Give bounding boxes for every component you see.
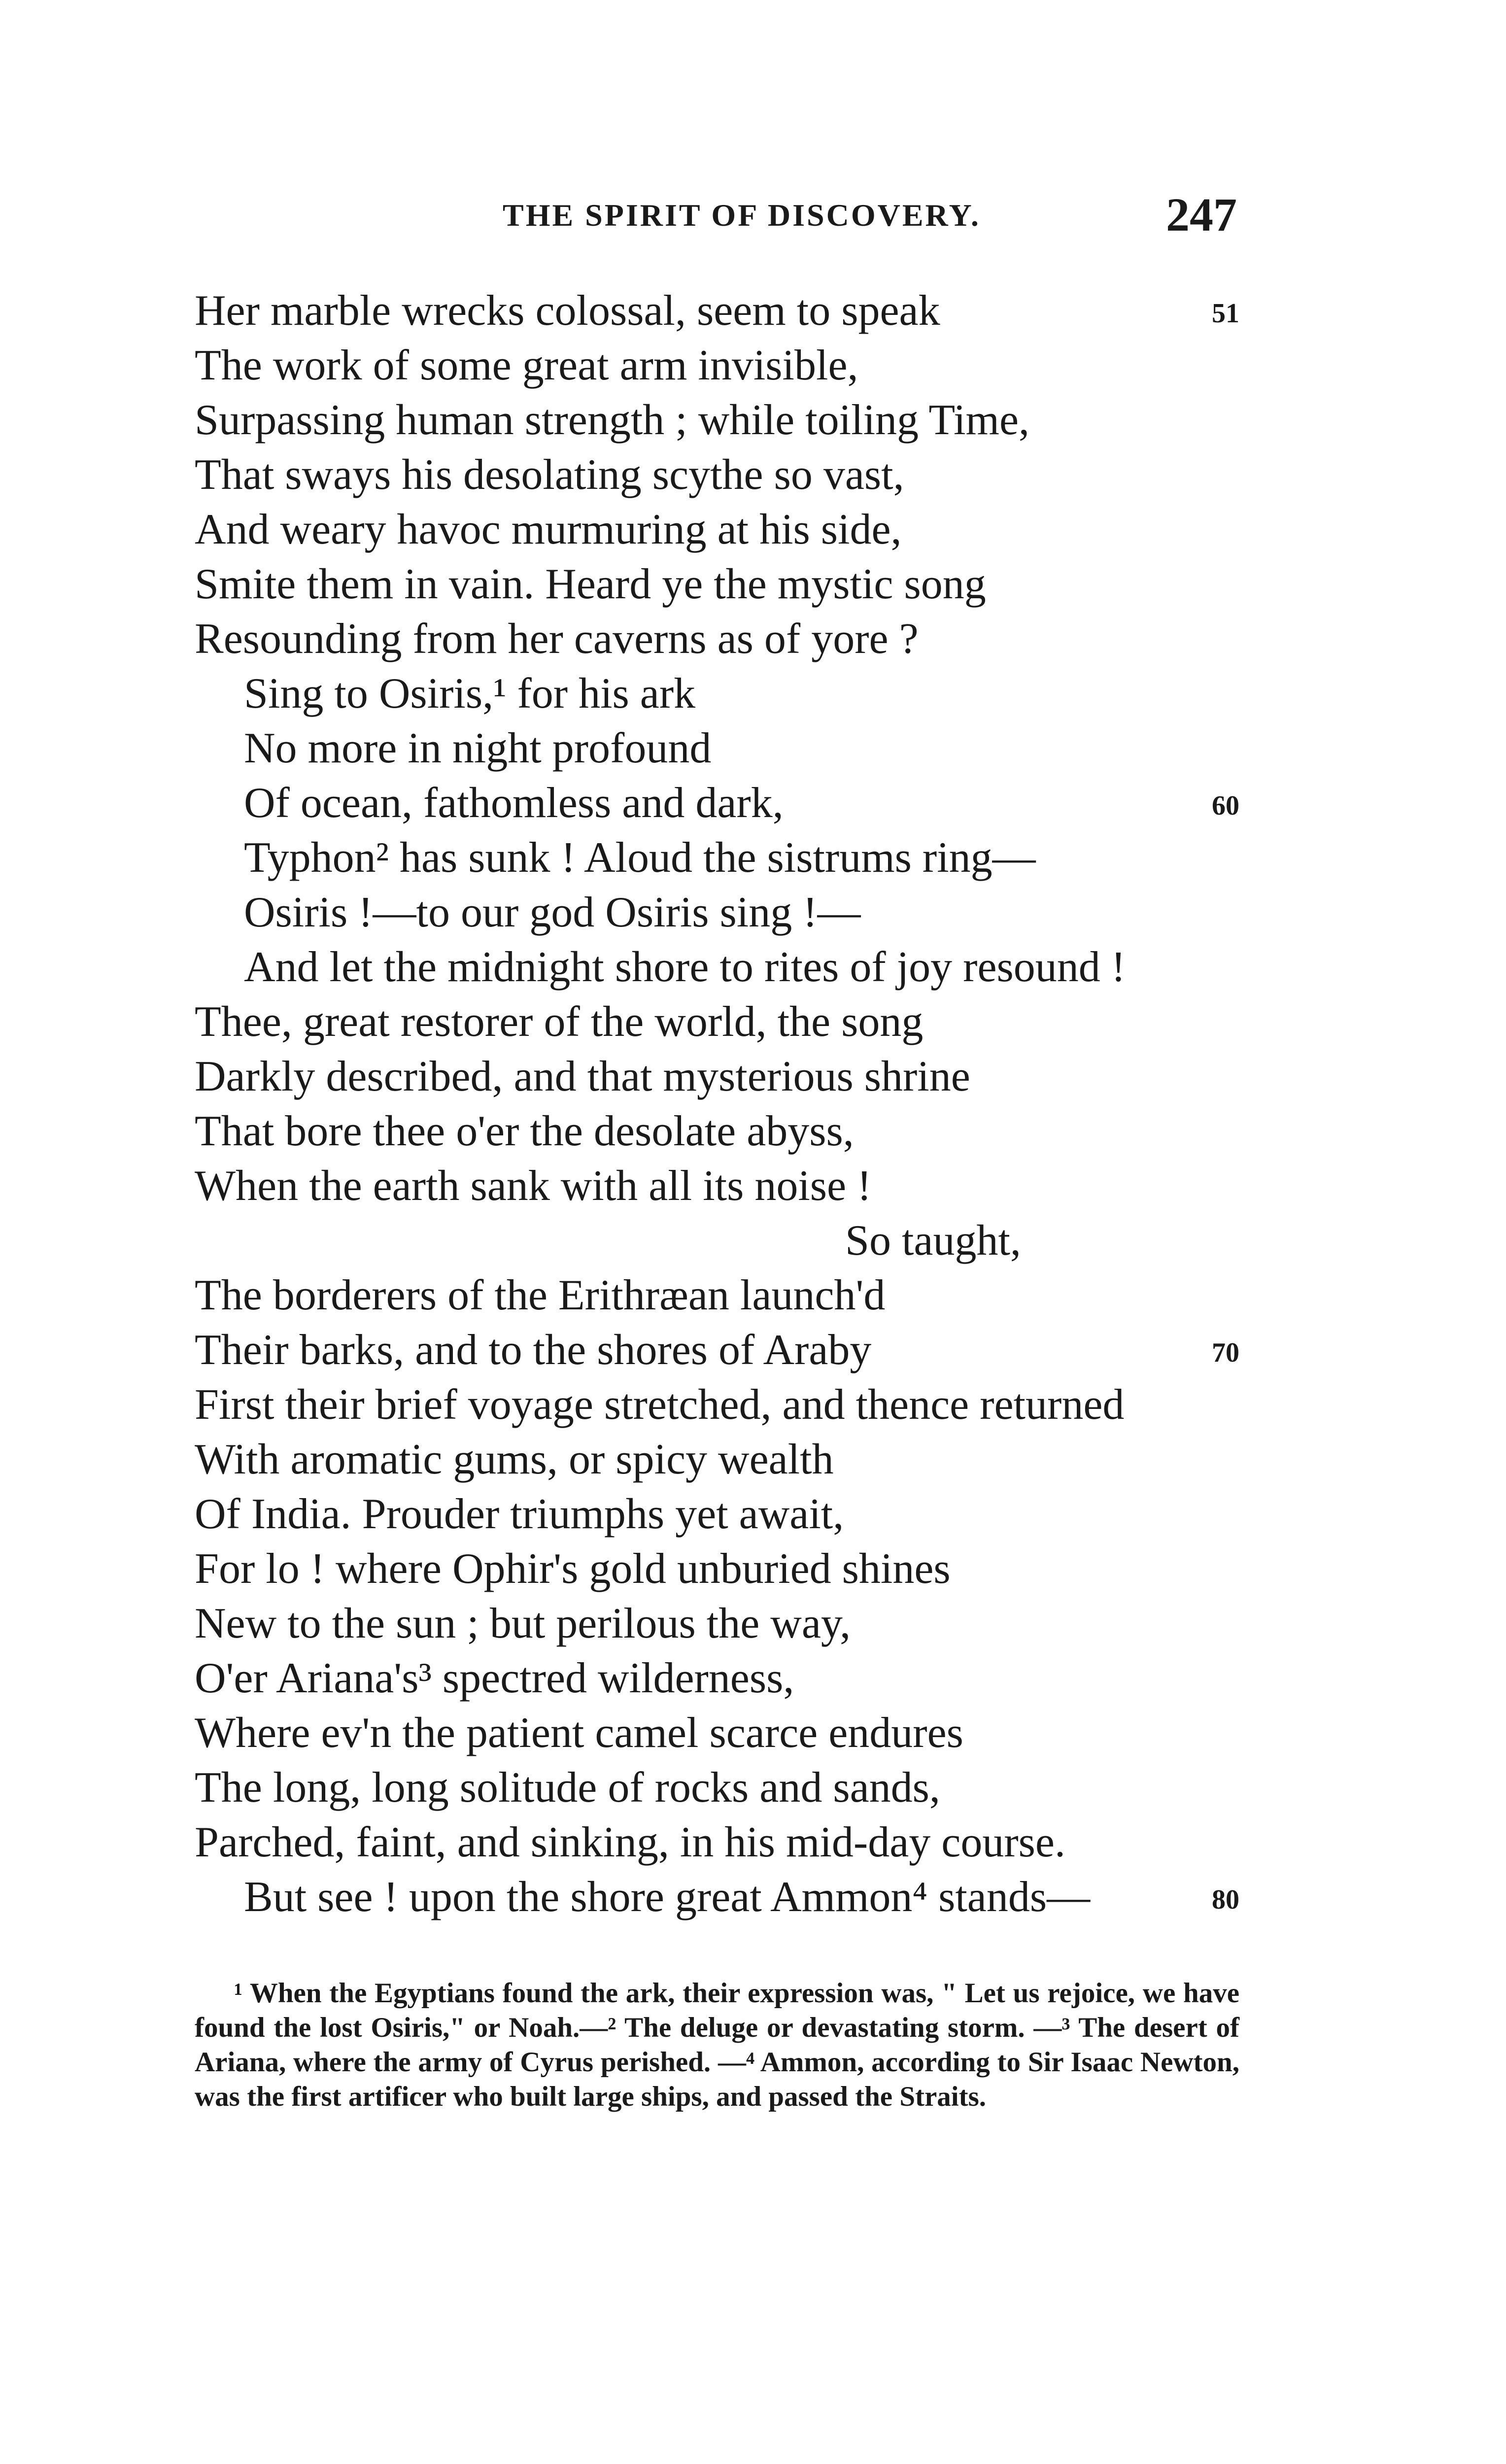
verse-line-text: Where ev'n the patient camel scarce endures — [195, 1709, 963, 1757]
verse-line — [195, 1049, 1239, 1104]
verse-line-text: First their brief voyage stretched, and thence returned — [195, 1381, 1125, 1429]
running-title: THE SPIRIT OF DISCOVERY. — [503, 198, 981, 233]
verse-line — [195, 830, 1239, 885]
verse-line-text: Parched, faint, and sinking, in his mid-day course. — [195, 1818, 1065, 1866]
verse-line-text: And let the midnight shore to rites of joy resound ! — [244, 943, 1126, 991]
verse-line — [195, 557, 1239, 612]
verse-line — [195, 447, 1239, 502]
verse-line-text: Darkly described, and that mysterious shrine — [195, 1053, 970, 1100]
verse-line — [195, 1651, 1239, 1706]
verse-line — [195, 721, 1239, 776]
poem-verse — [195, 283, 1239, 1924]
verse-line-text: That sways his desolating scythe so vast, — [195, 451, 904, 499]
verse-line — [195, 502, 1239, 557]
verse-line-text: Resounding from her caverns as of yore ? — [195, 615, 919, 663]
verse-line-text: The work of some great arm invisible, — [195, 342, 858, 389]
verse-line — [195, 1213, 1239, 1268]
verse-line — [195, 612, 1239, 666]
verse-line — [195, 1268, 1239, 1323]
verse-line-text: Their barks, and to the shores of Araby — [195, 1326, 872, 1374]
verse-line — [195, 1159, 1239, 1213]
verse-line-text: And weary havoc murmuring at his side, — [195, 506, 902, 553]
verse-line-text: Her marble wrecks colossal, seem to speak — [195, 287, 940, 335]
verse-line-text: Typhon² has sunk ! Aloud the sistrums ring— — [244, 834, 1036, 882]
verse-line-text: The borderers of the Erithræan launch'd — [195, 1271, 886, 1319]
verse-line — [195, 1432, 1239, 1487]
verse-line-text: The long, long solitude of rocks and sands, — [195, 1764, 940, 1812]
verse-line-text: That bore thee o'er the desolate abyss, — [195, 1107, 854, 1155]
footnote-text: ¹ When the Egyptians found the ark, their expression was, " Let us rejoice, we have found the lost Osiris," or Noah.—² The deluge or devastating storm. —³ The desert of Ariana, where the army of Cyrus perished. —⁴ Ammon, according to Sir Isaac Newton, was the first artificer who built large ships, and passed the Straits. — [195, 1978, 1239, 2112]
verse-line — [195, 1487, 1239, 1541]
verse-line-text: For lo ! where Ophir's gold unburied shines — [195, 1545, 951, 1593]
verse-line — [195, 1870, 1239, 1924]
footnotes — [195, 1976, 1239, 2114]
verse-line-text: Smite them in vain. Heard ye the mystic song — [195, 560, 986, 608]
verse-line — [195, 1541, 1239, 1596]
verse-line-text: Osiris !—to our god Osiris sing !— — [244, 889, 861, 936]
verse-line-text: But see ! upon the shore great Ammon⁴ stands— — [244, 1873, 1091, 1921]
verse-line — [195, 1760, 1239, 1815]
verse-line — [195, 393, 1239, 447]
verse-line — [195, 1596, 1239, 1651]
verse-line — [195, 338, 1239, 393]
verse-line-text: Of ocean, fathomless and dark, — [244, 779, 784, 827]
verse-line-text: Sing to Osiris,¹ for his ark — [244, 670, 696, 718]
verse-line — [195, 1815, 1239, 1870]
verse-line-text: No more in night profound — [244, 724, 712, 772]
line-number: 80 — [1212, 1884, 1239, 1915]
verse-line-text: Surpassing human strength ; while toiling Time, — [195, 396, 1030, 444]
verse-line-text: When the earth sank with all its noise ! — [195, 1162, 872, 1210]
line-number: 60 — [1212, 790, 1239, 821]
verse-line-text: Of India. Prouder triumphs yet await, — [195, 1490, 844, 1538]
verse-line — [195, 885, 1239, 940]
verse-line — [195, 1706, 1239, 1760]
line-number: 70 — [1212, 1337, 1239, 1368]
verse-line — [195, 994, 1239, 1049]
verse-line-text: So taught, — [845, 1217, 1021, 1265]
verse-line-text: New to the sun ; but perilous the way, — [195, 1600, 851, 1647]
verse-line — [195, 1104, 1239, 1159]
verse-line — [195, 283, 1239, 338]
verse-line — [195, 1377, 1239, 1432]
verse-line — [195, 1323, 1239, 1377]
verse-line — [195, 666, 1239, 721]
line-number: 51 — [1212, 298, 1239, 329]
verse-line-text: With aromatic gums, or spicy wealth — [195, 1436, 834, 1483]
verse-line — [195, 776, 1239, 830]
verse-line-text: Thee, great restorer of the world, the song — [195, 998, 924, 1046]
page-number: 247 — [1166, 188, 1237, 241]
running-head — [197, 187, 1237, 251]
verse-line — [195, 940, 1239, 994]
verse-line-text: O'er Ariana's³ spectred wilderness, — [195, 1654, 794, 1702]
